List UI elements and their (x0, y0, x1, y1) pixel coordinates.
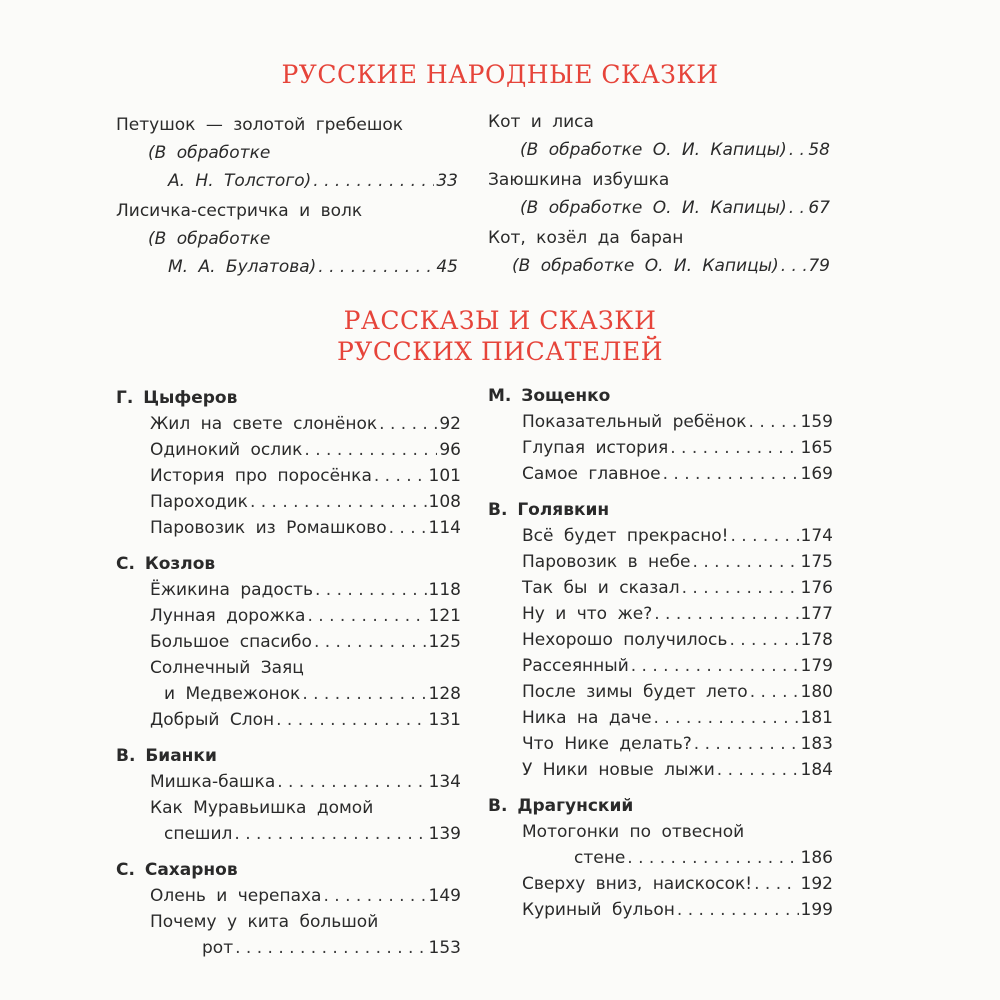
author-name: С. Козлов (116, 554, 216, 574)
entry-title: Солнечный Заяц (150, 658, 304, 678)
author-name: Г. Цыферов (116, 388, 238, 408)
leader-dots (693, 549, 799, 575)
author-group (488, 383, 833, 487)
page-number: 114 (428, 518, 461, 538)
toc-entry[interactable] (150, 437, 461, 463)
page-number: 176 (800, 578, 833, 598)
leader-dots (729, 627, 798, 653)
author-name: С. Сахарнов (116, 860, 238, 880)
toc-entry[interactable] (150, 489, 461, 515)
page-number: 184 (800, 760, 833, 780)
entry-title: История про поросёнка (150, 466, 372, 486)
entry-title-cont: и Медвежонок (164, 684, 301, 704)
entry-title: Самое главное (522, 464, 661, 484)
writers-left-column (116, 385, 461, 971)
leader-dots (670, 435, 798, 461)
toc-entry[interactable] (150, 883, 461, 909)
page-number: 92 (439, 414, 461, 434)
entry-note: (В обработке (148, 229, 271, 249)
author-name: М. Зощенко (488, 386, 611, 406)
writers-right-column (488, 383, 833, 933)
entry-title: Ну и что же? (522, 604, 653, 624)
leader-dots (730, 523, 798, 549)
toc-entry[interactable] (488, 108, 830, 164)
leader-dots (682, 575, 799, 601)
toc-entry[interactable] (150, 707, 461, 733)
page-number: 96 (439, 440, 461, 460)
entry-title: Кот и лиса (488, 112, 594, 132)
page-number: 175 (800, 552, 833, 572)
toc-entry[interactable] (522, 601, 833, 627)
toc-entry[interactable] (116, 197, 458, 281)
entry-title: Паровозик в небе (522, 552, 691, 572)
page-number: 183 (800, 734, 833, 754)
entry-note: (В обработке (148, 143, 271, 163)
page-number: 131 (428, 710, 461, 730)
author-group (116, 743, 461, 847)
toc-entry[interactable] (522, 435, 833, 461)
page-number: 165 (800, 438, 833, 458)
toc-entry[interactable] (150, 795, 461, 847)
author-group (488, 793, 833, 923)
toc-entry[interactable] (150, 603, 461, 629)
folk-right-column (488, 108, 830, 282)
page-number: 178 (800, 630, 833, 650)
entry-title-cont: рот (202, 938, 234, 958)
author-name: В. Бианки (116, 746, 217, 766)
entry-title: После зимы будет лето (522, 682, 748, 702)
leader-dots (235, 935, 426, 961)
page-number: 180 (800, 682, 833, 702)
entry-title: Олень и черепаха (150, 886, 322, 906)
entry-title: Сверху вниз, наискосок! (522, 874, 753, 894)
toc-entry[interactable] (150, 577, 461, 603)
toc-entry[interactable] (150, 629, 461, 655)
leader-dots (654, 705, 799, 731)
entry-title: Ника на даче (522, 708, 652, 728)
entry-title: Пароходик (150, 492, 248, 512)
leader-dots (754, 871, 798, 897)
entry-title: Что Нике делать? (522, 734, 692, 754)
entry-title: Лисичка-сестричка и волк (116, 201, 363, 221)
leader-dots (276, 707, 426, 733)
leader-dots (694, 731, 799, 757)
leader-dots (654, 601, 798, 627)
page-number: 199 (800, 900, 833, 920)
toc-entry[interactable] (150, 463, 461, 489)
page-number: 159 (800, 412, 833, 432)
leader-dots (234, 821, 426, 847)
entry-note: М. А. Булатова) (168, 257, 317, 277)
leader-dots (749, 409, 799, 435)
entry-note: А. Н. Толстого) (168, 171, 312, 191)
leader-dots (789, 136, 807, 164)
toc-entry[interactable] (488, 166, 830, 222)
entry-title: Так бы и сказал (522, 578, 680, 598)
entry-title: Паровозик из Ромашково (150, 518, 387, 538)
leader-dots (789, 194, 807, 222)
toc-entry[interactable] (522, 653, 833, 679)
section-title-writers-line1: РАССКАЗЫ И СКАЗКИ (343, 306, 657, 335)
page-number: 179 (800, 656, 833, 676)
toc-entry[interactable] (150, 769, 461, 795)
page-number: 177 (800, 604, 833, 624)
page-number: 149 (428, 886, 461, 906)
leader-dots (374, 463, 427, 489)
toc-entry[interactable] (522, 523, 833, 549)
leader-dots (389, 515, 427, 541)
entry-title: Одинокий ослик (150, 440, 303, 460)
leader-dots (318, 253, 434, 281)
entry-note: (В обработке О. И. Капицы) (520, 140, 787, 160)
entry-title: Кот, козёл да баран (488, 228, 684, 248)
author-group (488, 497, 833, 783)
author-group (116, 857, 461, 961)
page-number: 45 (436, 257, 458, 277)
leader-dots (781, 252, 807, 280)
section-title-writers-line2: РУССКИХ ПИСАТЕЛЕЙ (336, 337, 664, 366)
toc-entry[interactable] (522, 627, 833, 653)
leader-dots (323, 883, 426, 909)
page-number: 139 (428, 824, 461, 844)
page-number: 125 (428, 632, 461, 652)
page-number: 33 (436, 171, 458, 191)
entry-title: Лунная дорожка (150, 606, 306, 626)
toc-entry[interactable] (150, 515, 461, 541)
section-title-folk-tales: РУССКИЕ НАРОДНЫЕ СКАЗКИ (281, 60, 719, 89)
author-group (116, 551, 461, 733)
toc-entry[interactable] (150, 909, 461, 961)
entry-title: Заюшкина избушка (488, 170, 670, 190)
entry-title: У Ники новые лыжи (522, 760, 715, 780)
page-number: 169 (800, 464, 833, 484)
toc-entry[interactable] (522, 549, 833, 575)
entry-title: Большое спасибо (150, 632, 312, 652)
entry-title: Всё будет прекрасно! (522, 526, 729, 546)
entry-title: Нехорошо получилось (522, 630, 728, 650)
entry-title: Ёжикина радость (150, 580, 313, 600)
entry-title: Петушок — золотой гребешок (116, 115, 404, 135)
toc-entry[interactable] (522, 575, 833, 601)
toc-entry[interactable] (522, 757, 833, 783)
author-group (116, 385, 461, 541)
entry-note: (В обработке О. И. Капицы) (512, 256, 779, 276)
entry-title: Глупая история (522, 438, 669, 458)
leader-dots (663, 461, 799, 487)
toc-entry[interactable] (522, 705, 833, 731)
page-number: 108 (428, 492, 461, 512)
page-number: 128 (428, 684, 461, 704)
page-number: 121 (428, 606, 461, 626)
leader-dots (677, 897, 799, 923)
leader-dots (717, 757, 799, 783)
entry-title-cont: стене (574, 848, 626, 868)
entry-title: Почему у кита большой (150, 912, 379, 932)
leader-dots (379, 411, 437, 437)
leader-dots (304, 437, 437, 463)
author-name: В. Драгунский (488, 796, 634, 816)
toc-entry[interactable] (150, 655, 461, 707)
page-number: 58 (808, 140, 830, 160)
page-number: 174 (800, 526, 833, 546)
leader-dots (277, 769, 426, 795)
leader-dots (302, 681, 426, 707)
leader-dots (250, 489, 427, 515)
toc-entry[interactable] (522, 409, 833, 435)
page-number: 153 (428, 938, 461, 958)
page-number: 186 (800, 848, 833, 868)
folk-left-column (116, 111, 458, 283)
toc-entry[interactable] (488, 224, 830, 280)
page-number: 181 (800, 708, 833, 728)
page-number: 192 (800, 874, 833, 894)
page-number: 67 (808, 198, 830, 218)
toc-entry[interactable] (522, 461, 833, 487)
page-number: 118 (428, 580, 461, 600)
toc-entry[interactable] (116, 111, 458, 195)
leader-dots (314, 629, 427, 655)
entry-note: (В обработке О. И. Капицы) (520, 198, 787, 218)
toc-entry[interactable] (522, 819, 833, 871)
entry-title: Рассеянный (522, 656, 629, 676)
toc-entry[interactable] (522, 871, 833, 897)
author-name: В. Голявкин (488, 500, 610, 520)
toc-entry[interactable] (150, 411, 461, 437)
page-number: 134 (428, 772, 461, 792)
leader-dots (627, 845, 798, 871)
leader-dots (313, 167, 434, 195)
page-number: 101 (428, 466, 461, 486)
leader-dots (315, 577, 427, 603)
toc-entry[interactable] (522, 897, 833, 923)
entry-title: Как Муравьишка домой (150, 798, 374, 818)
entry-title: Добрый Слон (150, 710, 275, 730)
page-number: 79 (808, 256, 830, 276)
leader-dots (307, 603, 426, 629)
entry-title: Мишка-башка (150, 772, 276, 792)
entry-title: Жил на свете слонёнок (150, 414, 378, 434)
entry-title: Куриный бульон (522, 900, 675, 920)
entry-title: Показательный ребёнок (522, 412, 747, 432)
leader-dots (631, 653, 799, 679)
entry-title: Мотогонки по отвесной (522, 822, 745, 842)
toc-entry[interactable] (522, 679, 833, 705)
leader-dots (750, 679, 799, 705)
toc-entry[interactable] (522, 731, 833, 757)
entry-title-cont: спешил (164, 824, 233, 844)
